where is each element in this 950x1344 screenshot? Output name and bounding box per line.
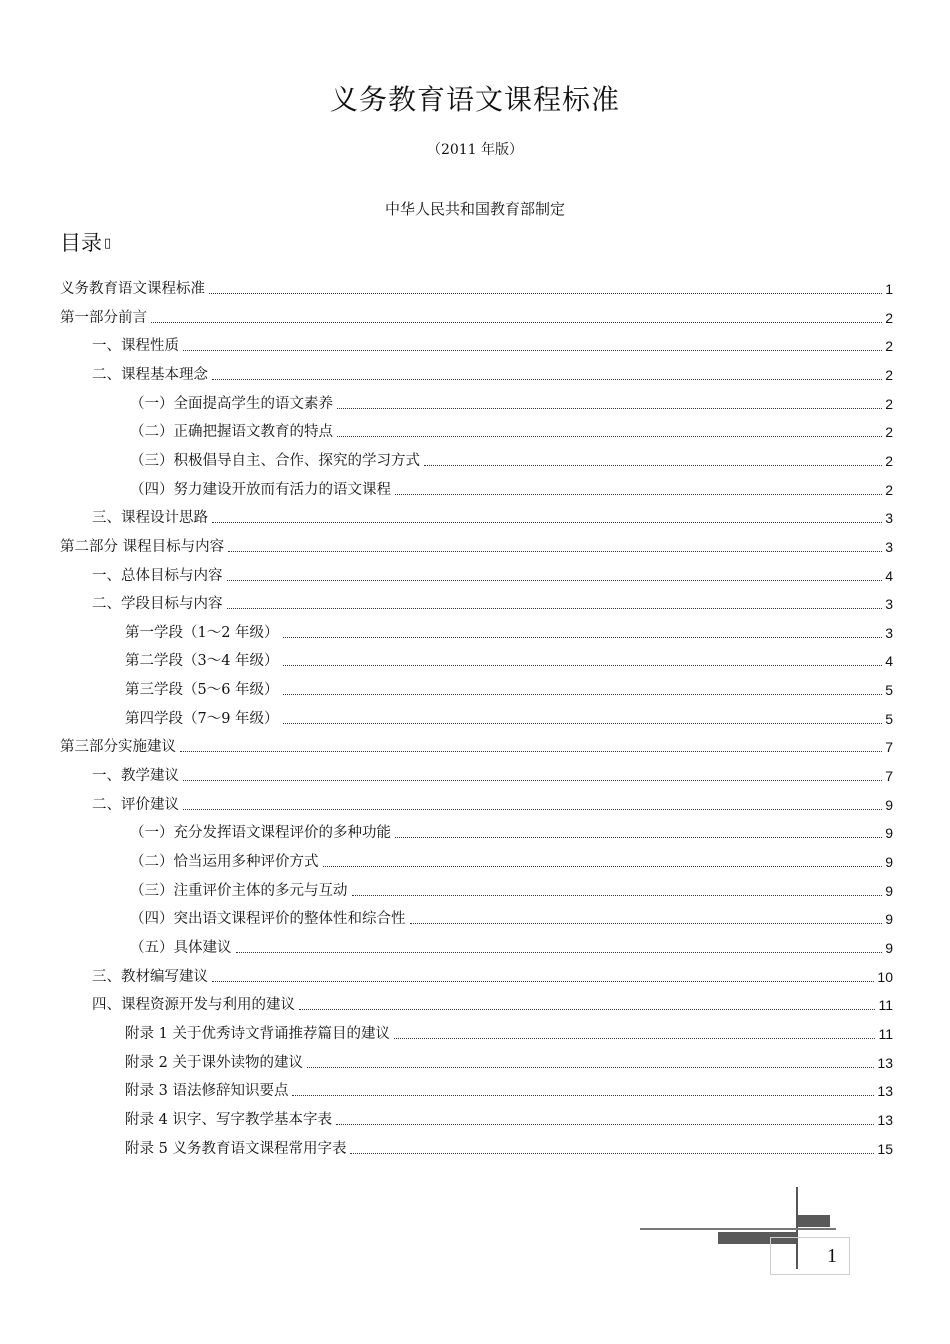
toc-entry-label: （四）突出语文课程评价的整体性和综合性 [130,911,406,928]
footer-block-right [798,1215,830,1227]
toc-entry[interactable] [125,672,893,700]
toc-entry[interactable] [92,987,893,1015]
toc-entry[interactable] [130,901,893,929]
toc-entry[interactable] [92,959,893,987]
toc-dot-leader [323,866,883,867]
page-number: 1 [827,1245,837,1267]
toc-entry-label: 附录 3 语法修辞知识要点 [125,1083,289,1100]
toc-entry[interactable] [92,328,893,356]
toc-dot-leader [183,350,882,351]
toc-entry[interactable] [92,586,893,614]
toc-dot-leader [212,981,874,982]
toc-entry-page: 9 [885,882,893,899]
toc-entry[interactable] [125,701,893,729]
toc-entry-label: 附录 4 识字、写字教学基本字表 [125,1111,332,1128]
toc-dot-leader [151,322,882,323]
toc-entry[interactable] [92,500,893,528]
toc-entry[interactable] [130,386,893,414]
document-title: 义务教育语文课程标准 [329,83,620,116]
toc-entry-page: 9 [885,825,893,842]
toc-entry-page: 3 [885,510,893,527]
toc-entry-page: 7 [885,739,893,756]
toc-entry-page: 9 [885,854,893,870]
toc-dot-leader [352,895,883,896]
toc-dot-leader [283,723,883,724]
toc-entry-label: 第二学段（3～4 年级） [125,653,279,670]
toc-entry[interactable] [130,414,893,442]
toc-entry[interactable] [92,758,893,786]
toc-entry[interactable] [60,271,893,299]
toc-dot-leader [209,293,882,294]
footer-vertical-rule [796,1187,798,1269]
toc-entry-label: （一）充分发挥语文课程评价的多种功能 [130,825,391,842]
toc-dot-leader [183,809,882,810]
toc-entry-label: 第三部分实施建议 [60,739,176,756]
document-issuer: 中华人民共和国教育部制定 [384,200,565,218]
toc-dot-leader [350,1153,874,1154]
toc-entry-label: 二、评价建议 [92,796,179,813]
toc-entry-label: （二）正确把握语文教育的特点 [130,424,333,441]
toc-dot-leader [395,494,882,495]
toc-entry-label: （三）注重评价主体的多元与互动 [130,882,348,899]
toc-entry[interactable] [125,1045,893,1073]
toc-entry-page: 11 [878,997,893,1014]
toc-entry-label: 一、课程性质 [92,338,179,355]
toc-dot-leader [227,580,883,581]
toc-entry-page: 2 [885,309,893,326]
toc-entry-page: 4 [885,653,893,670]
toc-dot-leader [337,436,882,437]
toc-dot-leader [410,923,883,924]
toc-entry-label: 第一学段（1～2 年级） [125,624,279,641]
toc-entry-page: 9 [885,911,893,928]
toc-dot-leader [283,637,883,638]
toc-entry-page: 2 [885,395,893,412]
footer-block-left [718,1232,796,1244]
toc-entry-page: 2 [885,481,893,498]
toc-entry-page: 3 [885,538,893,555]
toc-entry-label: 附录 5 义务教育语文课程常用字表 [125,1140,347,1157]
toc-entry-page: 2 [885,338,893,355]
toc-entry-label: （三）积极倡导自主、合作、探究的学习方式 [130,452,420,469]
toc-dot-leader [424,465,882,466]
toc-entry[interactable] [130,930,893,958]
toc-dot-leader [212,522,882,523]
toc-entry-label: （二）恰当运用多种评价方式 [130,854,319,870]
toc-dot-leader [336,1124,874,1125]
toc-entry[interactable] [125,1073,893,1101]
toc-entry-label: （四）努力建设开放而有活力的语文课程 [130,481,391,498]
toc-entry-label: 二、课程基本理念 [92,366,208,383]
toc-dot-leader [394,1038,876,1039]
toc-dot-leader [180,751,882,752]
footer-horizontal-rule [640,1228,836,1230]
toc-dot-leader [283,694,883,695]
toc-entry-page: 5 [885,682,893,699]
toc-entry-page: 9 [885,939,893,956]
toc-dot-leader [228,551,882,552]
toc-dot-leader [227,608,883,609]
toc-entry-page: 5 [885,710,893,727]
toc-entry-label: 附录 1 关于优秀诗文背诵推荐篇目的建议 [125,1025,390,1042]
toc-entry[interactable] [130,472,893,500]
toc-entry-page: 2 [885,424,893,441]
toc-entry-page: 11 [878,1025,893,1042]
toc-dot-leader [299,1009,875,1010]
toc-entry-label: 三、课程设计思路 [92,510,208,527]
toc-entry-label: 附录 2 关于课外读物的建议 [125,1054,303,1071]
toc-entry-label: 第四学段（7～9 年级） [125,710,279,727]
toc-entry-page: 7 [885,768,893,785]
toc-entry[interactable] [92,357,893,385]
toc-entry-label: 四、课程资源开发与利用的建议 [92,997,295,1014]
toc-entry-label: 一、总体目标与内容 [92,567,223,584]
toc-entry[interactable] [130,443,893,471]
toc-entry[interactable] [130,873,893,901]
toc-entry-label: 第三学段（5～6 年级） [125,682,279,699]
toc-heading-mark: ▯ [104,236,112,251]
toc-heading-text: 目录 [60,231,102,255]
toc-entry-label: （五）具体建议 [130,939,232,956]
toc-dot-leader [236,952,883,953]
toc-entry-page: 3 [885,596,893,613]
toc-entry-page: 13 [877,1111,893,1128]
toc-entry-page: 2 [885,366,893,383]
toc-entry[interactable] [60,529,893,557]
toc-entry[interactable] [130,844,893,872]
toc-heading [60,228,111,259]
toc-entry-page: 9 [885,796,893,813]
toc-entry[interactable] [60,300,893,328]
toc-entry-label: 第一部分前言 [60,309,147,326]
toc-entry-label: 第二部分 课程目标与内容 [60,538,225,555]
toc-entry-page: 15 [877,1140,893,1157]
toc-entry-label: 一、教学建议 [92,768,179,785]
toc-dot-leader [307,1067,874,1068]
toc-entry[interactable] [125,1131,893,1159]
toc-entry-page: 4 [885,567,893,584]
toc-entry-label: 三、教材编写建议 [92,968,208,985]
toc-dot-leader [183,780,882,781]
toc-entry-page: 13 [877,1083,893,1100]
toc-entry[interactable] [92,787,893,815]
toc-entry-label: 义务教育语文课程标准 [60,281,205,297]
toc-entry[interactable] [125,615,893,643]
toc-entry-page: 3 [885,624,893,641]
toc-dot-leader [395,837,882,838]
toc-entry-label: （一）全面提高学生的语文素养 [130,395,333,412]
toc-dot-leader [292,1095,874,1096]
toc-dot-leader [337,408,882,409]
toc-entry[interactable] [92,558,893,586]
toc-dot-leader [283,665,883,666]
toc-entry-page: 10 [877,968,893,985]
toc-entry[interactable] [60,729,893,757]
toc-entry-page: 1 [885,281,893,297]
document-edition: （2011 年版） [426,142,524,158]
toc-entry[interactable] [125,643,893,671]
page-number-box [770,1237,850,1275]
toc-entry-page: 13 [877,1054,893,1071]
toc-dot-leader [212,379,882,380]
toc-entry[interactable] [125,1016,893,1044]
toc-entry-label: 二、学段目标与内容 [92,596,223,613]
toc-entry[interactable] [125,1102,893,1130]
toc-entry[interactable] [130,815,893,843]
toc-entry-page: 2 [885,452,893,469]
